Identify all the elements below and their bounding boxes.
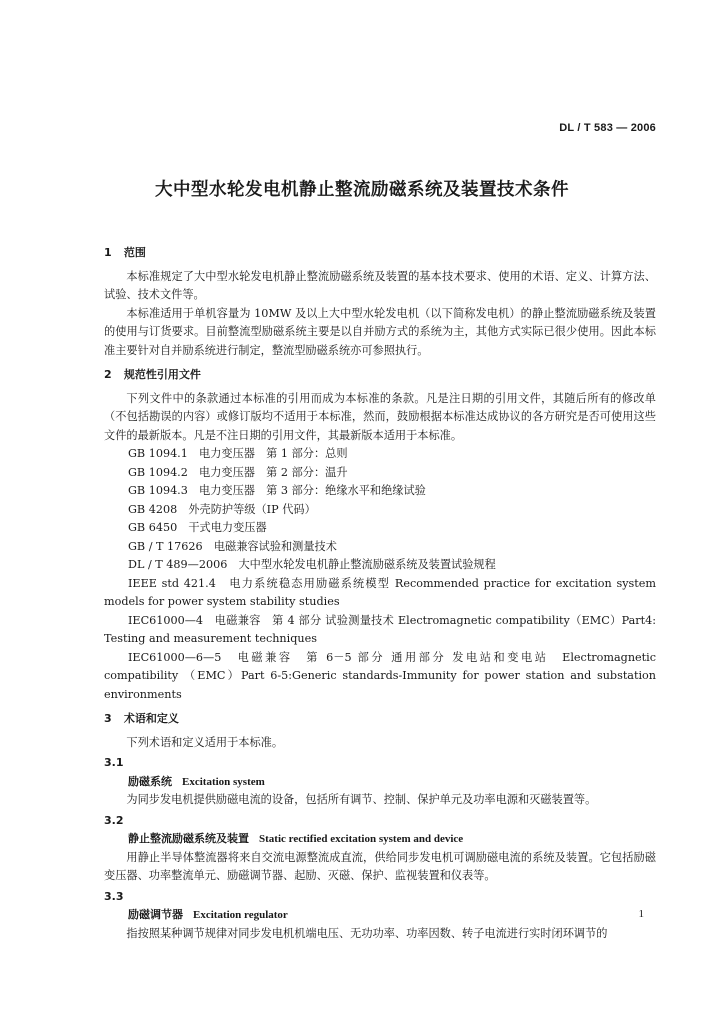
reference-item: IEC61000—4 电磁兼容 第 4 部分 试验测量技术 Electromagnetic compatibility（EMC）Part4: Testing and measurement techniques bbox=[104, 613, 656, 645]
section-title: 规范性引用文件 bbox=[123, 368, 201, 381]
reference-item: GB 1094.1 电力变压器 第 1 部分：总则 bbox=[128, 447, 348, 460]
reference-item: GB 1094.3 电力变压器 第 3 部分：绝缘水平和绝缘试验 bbox=[128, 484, 426, 497]
section-heading bbox=[104, 710, 656, 729]
section-heading bbox=[104, 366, 656, 385]
reference-item: GB 6450 干式电力变压器 bbox=[128, 521, 267, 534]
page-number: 1 bbox=[638, 908, 644, 920]
term-heading bbox=[128, 830, 656, 849]
term-en: Excitation system bbox=[182, 775, 265, 788]
reference-item: IEC61000—6—5 电磁兼容 第 6－5 部分 通用部分 发电站和变电站 Electromagnetic compatibility （EMC）Part 6-5:Generic standards-Immunity for power station and substation environments bbox=[104, 650, 656, 701]
paragraph: 下列文件中的条款通过本标准的引用而成为本标准的条款。凡是注日期的引用文件，其随后所有的修改单（不包括勘误的内容）或修订版均不适用于本标准，然而，鼓励根据本标准达成协议的各方研究是否可使用这些文件的最新版本。凡是不注日期的引用文件，其最新版本适用于本标准。 bbox=[104, 391, 656, 442]
section-title: 术语和定义 bbox=[123, 712, 179, 725]
term-number: 3.1 bbox=[104, 756, 124, 769]
section-number: 1 bbox=[104, 246, 112, 259]
term-definition: 用静止半导体整流器将来自交流电源整流成直流，供给同步发电机可调励磁电流的系统及装置。它包括励磁变压器、功率整流单元、励磁调节器、起励、灭磁、保护、监视装置和仪表等。 bbox=[104, 850, 656, 882]
term-cn: 励磁调节器 bbox=[128, 908, 183, 921]
section-number: 2 bbox=[104, 368, 112, 381]
term-definition: 为同步发电机提供励磁电流的设备，包括所有调节、控制、保护单元及功率电源和灭磁装置等。 bbox=[126, 793, 597, 806]
term-number: 3.2 bbox=[104, 813, 124, 827]
section-heading bbox=[104, 244, 656, 263]
document-title: 大中型水轮发电机静止整流励磁系统及装置技术条件 bbox=[155, 180, 569, 200]
section-title: 范围 bbox=[123, 246, 146, 259]
term-heading bbox=[128, 906, 656, 925]
term-cn: 静止整流励磁系统及装置 bbox=[128, 832, 249, 845]
term-number: 3.3 bbox=[104, 889, 124, 903]
section-number: 3 bbox=[104, 712, 112, 725]
paragraph: 本标准规定了大中型水轮发电机静止整流励磁系统及装置的基本技术要求、使用的术语、定义、计算方法、试验、技术文件等。 bbox=[104, 269, 656, 301]
term-en: Static rectified excitation system and device bbox=[259, 833, 464, 845]
reference-item: IEEE std 421.4 电力系统稳态用励磁系统模型 Recommended practice for excitation system models for power system stability studies bbox=[104, 576, 656, 608]
term-en: Excitation regulator bbox=[193, 909, 288, 921]
document-number: DL / T 583 — 2006 bbox=[559, 122, 656, 134]
paragraph: 下列术语和定义适用于本标准。 bbox=[126, 735, 284, 749]
paragraph: 本标准适用于单机容量为 10MW 及以上大中型水轮发电机（以下简称发电机）的静止整流励磁系统及装置的使用与订货要求。目前整流型励磁系统主要是以自并励方式的系统为主，其他方式实际已很少使用。因此本标准主要针对自并励系统进行制定，整流型励磁系统亦可参照执行。 bbox=[104, 306, 656, 357]
reference-item: DL / T 489—2006 大中型水轮发电机静止整流励磁系统及装置试验规程 bbox=[128, 558, 496, 571]
document-body bbox=[104, 238, 656, 943]
term-definition: 指按照某种调节规律对同步发电机机端电压、无功功率、功率因数、转子电流进行实时闭环调节的 bbox=[126, 926, 608, 940]
term-heading bbox=[128, 773, 656, 792]
reference-item: GB 1094.2 电力变压器 第 2 部分：温升 bbox=[128, 465, 348, 479]
term-cn: 励磁系统 bbox=[128, 774, 172, 788]
reference-item: GB / T 17626 电磁兼容试验和测量技术 bbox=[128, 539, 337, 553]
reference-item: GB 4208 外壳防护等级（IP 代码） bbox=[128, 502, 316, 516]
